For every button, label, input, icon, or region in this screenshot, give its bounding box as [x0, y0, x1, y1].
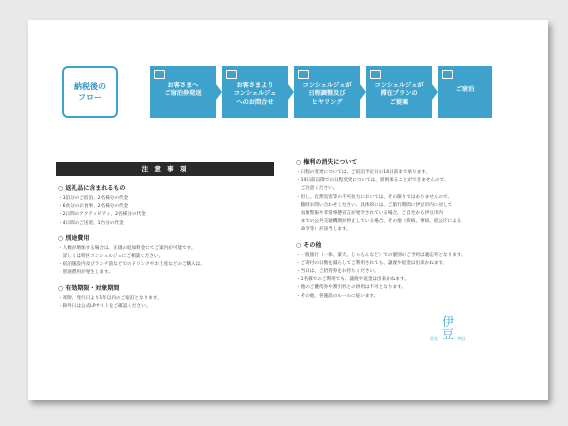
section-line: ・3泊分のご宿泊、2名様分の代金: [58, 196, 129, 201]
flow-step-3: [294, 66, 360, 118]
section-line: ・その他、各施設のルールに従います。: [296, 293, 379, 299]
section-line: ・6食分のお食事、2名様分の代金: [58, 204, 129, 210]
flow-step-5: [438, 66, 492, 118]
logo-main-text: 伊 豆: [442, 315, 455, 341]
section-line: 詳しくは特区コンシェルジュにご相談ください。: [58, 254, 164, 260]
section-line: ご注意ください。: [296, 186, 338, 192]
section: [296, 158, 516, 235]
flow-step-label: コンシェルジュが 日程調整及び ヒヤリング: [302, 82, 352, 106]
document-icon: [370, 70, 381, 79]
section-line: ・日程の変更については、ご宿泊予定日の14日前まで承ります。: [296, 170, 431, 175]
section-line: ・当日は、ご招待券をお持ちください。: [296, 269, 379, 275]
right-column: [296, 158, 516, 307]
notice-heading: 注 意 事 項: [56, 162, 274, 176]
section-line: 命令等）が該当します。: [296, 227, 351, 233]
section-heading: ○ その他: [296, 241, 322, 249]
section-line: ・14日前以降での日程変更については、原則承ることができませんので、: [296, 178, 449, 184]
section-line: ・ご寄付の日数を減らしてご利用されても、譲渡や返金は出来かねます。: [296, 260, 448, 266]
section-line: ・但し、自然災害等の不可抗力においては、その限りではありませんので、: [296, 194, 453, 200]
section-line: ・除外日は公式LPサイトをご確認ください。: [58, 303, 151, 309]
section-heading: ○ 別途費用: [58, 234, 90, 242]
section-heading: ○ 権利の消失について: [296, 159, 358, 166]
section-line: 別途費用が発生します。: [58, 270, 113, 276]
section-heading: ○ 有効期限・対象期間: [58, 284, 120, 292]
flow-title-text: 納税後の フロー: [74, 81, 106, 102]
section-line: ・宿泊施設内及びランチ前などでのドリンクやお土産などのご購入は、: [58, 262, 205, 268]
flow-step-label: お客さまより コンシェルジュ へのお問合せ: [233, 82, 277, 106]
section: [58, 284, 274, 311]
section-line: 気象警報や非常事態宣言が発令されている場合、ご自宅から伊豆市内: [296, 211, 444, 217]
calendar-check-icon: [298, 70, 309, 79]
section-line: ・寄附、発行日より1年以内のご宿泊となります。: [58, 295, 162, 301]
section-line: 随時お問い合わせください。具体的には、ご旅行期間に伊豆市内に対して: [296, 202, 453, 208]
section-line: ・1名様でのご利用でも、譲渡や返金は出来かねます。: [296, 277, 409, 283]
section-line: ・2日間のアクティビティ、2名様分の代金: [58, 212, 146, 218]
mail-icon: [154, 70, 165, 79]
section-line: ・一般旅行（一休、楽天、じゃらんなど）での個別のご予約は適応外となります。: [296, 252, 466, 258]
flow-step-label: お客さまへ ご宿泊券発送: [164, 82, 202, 98]
flow-title: [62, 66, 118, 118]
section: [58, 234, 274, 278]
section-line: ・人数が増加する場合は、正規の追加料金にてご案内が可能です。: [58, 245, 196, 251]
flow-step-label: ご宿泊: [455, 86, 475, 93]
section-heading: ○ 返礼品に含まれるもの: [58, 185, 126, 192]
flow-step-label: コンシェルジュが 滞在プランの ご提案: [374, 82, 424, 106]
section-line: までの公共交通機関が停止している場合、その他（疾病、事故、宿公庁による: [296, 219, 462, 225]
flow-diagram: [62, 66, 492, 120]
logo-right-text: 特区: [458, 336, 466, 341]
section: [58, 184, 274, 228]
left-column: [58, 184, 274, 317]
izu-logo: [430, 315, 470, 352]
logo-left-text: 里見: [430, 336, 438, 341]
flow-step-2: [222, 66, 288, 118]
section-line: ・他のご優待券や割引券との併用は不可となります。: [296, 285, 406, 291]
section: [296, 241, 516, 301]
section-line: ・4日間のご送迎、1台分の代金: [58, 220, 124, 226]
hotel-icon: [442, 70, 453, 79]
flow-step-1: [150, 66, 216, 118]
flow-step-4: [366, 66, 432, 118]
calendar-icon: [226, 70, 237, 79]
